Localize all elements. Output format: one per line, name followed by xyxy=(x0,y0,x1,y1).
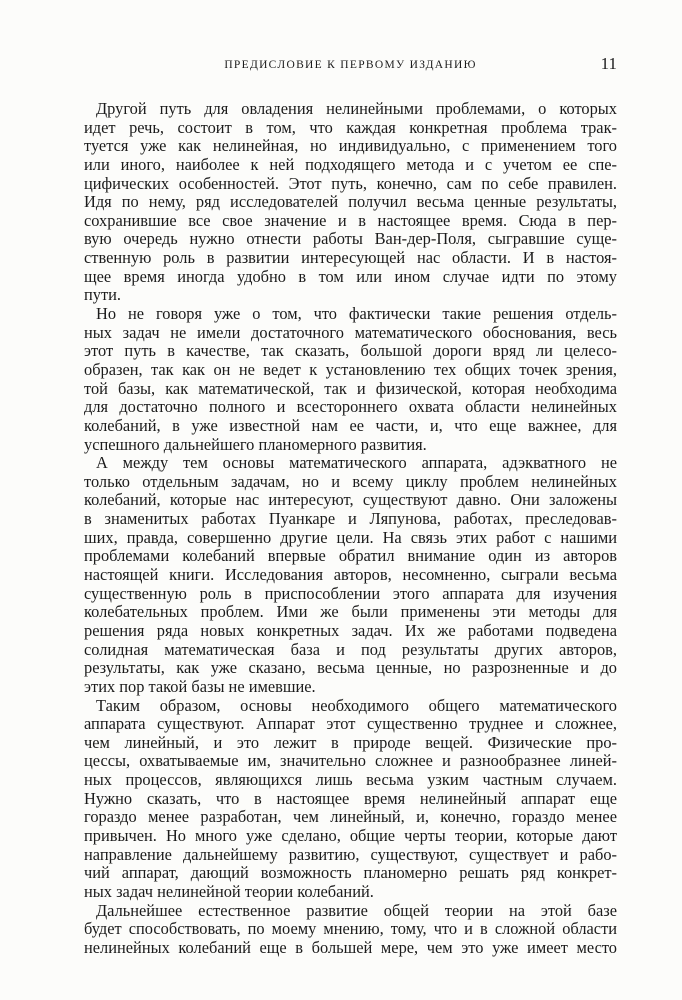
text-line: настоящей книги. Исследования авторов, несомненно, сыграли весьма xyxy=(84,566,617,585)
text-line: гораздо менее разработан, чем линейный, и, конечно, гораздо менее xyxy=(84,808,617,827)
text-line: ных процессов, являющихся лишь весьма узким частным случаем. xyxy=(84,771,617,790)
paragraph xyxy=(84,454,617,696)
text-line: вую очередь нужно отнести работы Ван-дер-Поля, сыгравшие суще- xyxy=(84,230,617,249)
text-line: чем линейный, и это лежит в природе вещей. Физические про- xyxy=(84,733,617,752)
text-line: Идя по нему, ряд исследователей получил весьма ценные результаты, xyxy=(84,193,617,212)
text-line: Таким образом, основы необходимого общего математического xyxy=(96,696,617,715)
text-line: аппарата существуют. Аппарат этот существенно труднее и сложнее, xyxy=(84,715,617,734)
text-line: ных задач нелинейной теории колебаний. xyxy=(84,882,374,901)
text-line: А между тем основы математического аппарата, адэкватного не xyxy=(96,454,617,473)
text-line: нелинейных колебаний еще в большей мере, чем это уже имеет место xyxy=(84,938,617,957)
text-line: только отдельным задачам, но и всему циклу проблем нелинейных xyxy=(84,472,617,491)
text-line: будет способствовать, по моему мнению, тому, что и в сложной области xyxy=(84,920,617,939)
page-number: 11 xyxy=(600,54,617,73)
paragraph xyxy=(84,697,617,902)
text-line: солидная математическая база и под результаты других авторов, xyxy=(84,640,617,659)
text-line: ных задач не имели достаточного математического обоснования, весь xyxy=(84,323,617,342)
text-line: этот путь в качестве, так сказать, большой дороги вряд ли целесо- xyxy=(84,342,617,361)
text-line: чий аппарат, дающий возможность планомерно решать ряд конкрет- xyxy=(84,864,617,883)
text-line: сохранившие все свое значение и в настоящее время. Сюда в пер- xyxy=(84,211,617,230)
paragraph xyxy=(84,305,617,454)
text-line: Дальнейшее естественное развитие общей теории на этой базе xyxy=(96,901,617,920)
text-line: для достаточно полного и всестороннего охвата области нелинейных xyxy=(84,398,617,417)
text-line: проблемами колебаний впервые обратил внимание один из авторов xyxy=(84,547,617,566)
text-line: решения ряда новых конкретных задач. Их же работами подведена xyxy=(84,621,617,640)
page-body xyxy=(84,100,617,957)
text-line: щее время иногда удобно в том или ином случае идти по этому xyxy=(84,267,617,286)
text-line: успешного дальнейшего планомерного развития. xyxy=(84,435,427,454)
text-line: образен, так как он не ведет к установлению тех общих точек зрения, xyxy=(84,360,617,379)
text-line: ственную роль в развитии интересующей нас области. И в настоя- xyxy=(84,249,617,268)
text-line: колебаний, в уже известной нам ее части, и, что еще важнее, для xyxy=(84,416,617,435)
text-line: результаты, как уже сказано, весьма ценные, но разрозненные и до xyxy=(84,659,617,678)
running-title: ПРЕДИСЛОВИЕ К ПЕРВОМУ ИЗДАНИЮ xyxy=(224,59,477,71)
text-line: направление дальнейшему развитию, существуют, существует и рабо- xyxy=(84,845,617,864)
text-line: колебательных проблем. Ими же были применены эти методы для xyxy=(84,603,617,622)
text-line: Другой путь для овладения нелинейными проблемами, о которых xyxy=(96,100,617,118)
text-line: или иного, наиболее к ней подходящего метода и с учетом ее спе- xyxy=(84,155,617,174)
text-line: цессы, охватываемые им, значительно сложнее и разнообразнее линей- xyxy=(84,752,617,771)
text-line: существенную роль в приспособлении этого аппарата для изучения xyxy=(84,584,617,603)
text-line: Нужно сказать, что в настоящее время нелинейный аппарат еще xyxy=(84,789,617,808)
page-header xyxy=(84,56,617,76)
text-line: Но не говоря уже о том, что фактически такие решения отдель- xyxy=(96,305,617,324)
text-line: привычен. Но много уже сделано, общие черты теории, которые дают xyxy=(84,826,617,845)
text-line: колебаний, которые нас интересуют, существуют давно. Они заложены xyxy=(84,491,617,510)
text-line: туется уже как нелинейная, но индивидуально, с применением того xyxy=(84,137,617,156)
text-line: пути. xyxy=(84,286,121,305)
text-line: цифических особенностей. Этот путь, конечно, сам по себе правилен. xyxy=(84,174,617,193)
text-line: ших, правда, совершенно другие цели. На связь этих работ с нашими xyxy=(84,528,617,547)
paragraph xyxy=(84,902,617,958)
text-line: той базы, как математической, так и физической, которая необходима xyxy=(84,379,617,398)
text-line: идет речь, состоит в том, что каждая конкретная проблема трак- xyxy=(84,118,617,137)
text-line: этих пор такой базы не имевшие. xyxy=(84,677,316,696)
text-line: в знаменитых работах Пуанкаре и Ляпунова, работах, преследовав- xyxy=(84,510,617,529)
paragraph xyxy=(84,100,617,305)
